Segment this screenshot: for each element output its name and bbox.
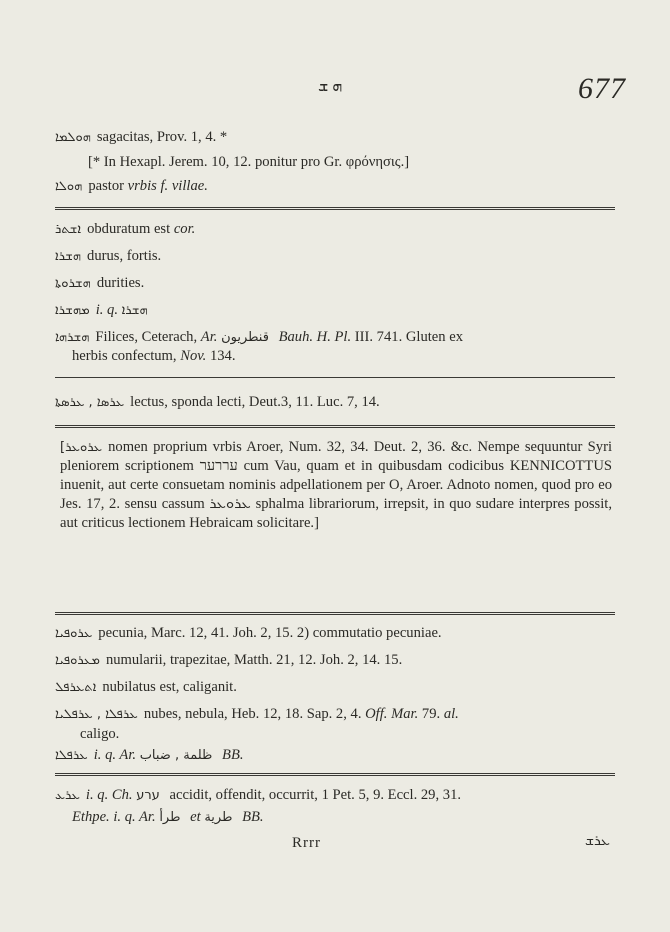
entry-text: nomen proprium vrbis Aroer, Num. 32, 34. Deut. 2, 36. &c. Nempe sequuntur Syri pleniorem scriptionem עררער cum Vau, quam et in quibusdam codicibus KENNICOTTUS inuenit, aut certe consuetam nominis adpellationem per O, Aroer. Adnoto nomen, quod pro eo Jes. 17, 2. sensu cassum ܥܪܘܥܪ sphalma librariorum, irrepsit, in quo sudare interpres possit, aut criticus lectionem Hebraicam solicitare.] <box>60 439 612 531</box>
running-head-syriac: ܗ ܫ <box>318 78 343 95</box>
entry-durus <box>55 247 615 266</box>
section-rule <box>55 425 615 428</box>
entry-italic: BB. <box>222 747 244 763</box>
entry-italic: al. <box>443 706 459 722</box>
entry-aroer <box>60 438 612 533</box>
entry-text: pecunia, Marc. 12, 41. Joh. 2, 15. 2) commutatio pecuniae. <box>98 625 442 641</box>
section-rule <box>55 773 615 776</box>
section-rule <box>55 207 615 210</box>
arabic-word: ظلمة , ضباب <box>139 748 213 763</box>
entry-pecunia <box>55 624 615 643</box>
entry-italic: i. q. Ar. <box>93 747 137 763</box>
entry-italic: i. q. <box>95 302 118 318</box>
entry-obduratum <box>55 220 615 239</box>
syriac-word: ܥܪܦܠܐ , ܥܪܦܠܝܐ <box>55 707 138 722</box>
entry-text: sagacitas, Prov. 1, 4. * <box>96 129 228 145</box>
entry-text: nubes, nebula, Heb. 12, 18. Sap. 2, 4. <box>143 706 362 722</box>
entry-italic: Ar. <box>200 329 218 345</box>
entry-nubilatus <box>55 678 615 697</box>
page-number: 677 <box>578 72 626 105</box>
catchword: ܥܪܫ <box>585 833 611 849</box>
entry-pastor <box>55 177 615 196</box>
entry-text: nubilatus est, caliganit. <box>102 679 237 695</box>
entry-text: lectus, sponda lecti, Deut.3, 11. Luc. 7, 14. <box>130 394 380 410</box>
syriac-word: [ܥܪܘܥܪ <box>60 440 103 455</box>
entry-text: durus, fortis. <box>87 248 162 264</box>
entry-text: numularii, trapezitae, Matth. 21, 12. Joh. 2, 14. 15. <box>105 652 403 668</box>
entry-hexapl-note <box>88 153 648 172</box>
entry-italic: vrbis f. villae. <box>127 178 208 194</box>
syriac-word: ܥܪܥ <box>55 788 80 803</box>
entry-filices-cont <box>72 347 632 366</box>
entry-iq <box>55 301 615 320</box>
syriac-word: ܥܪܣܐ , ܥܪܣܬܐ <box>55 395 125 410</box>
syriac-word: ܡܥܪܘܦܝܐ <box>55 653 100 668</box>
entry-nubes <box>55 705 615 724</box>
entry-lectus <box>55 393 615 412</box>
syriac-word: ܗܫܪܗܐ <box>55 330 90 345</box>
entry-italic: cor. <box>173 221 196 237</box>
entry-italic: Ethpe. i. q. Ar. <box>72 809 156 825</box>
entry-italic: Nov. <box>180 348 207 364</box>
arabic-word: قنطريون <box>221 330 269 345</box>
arabic-word: طرية <box>204 810 233 825</box>
entry-text: caligo. <box>80 726 120 742</box>
entry-text: 134. <box>209 348 236 364</box>
entry-arabic-iq <box>55 746 615 765</box>
entry-text: durities. <box>96 275 145 291</box>
entry-italic: BB. <box>242 809 264 825</box>
entry-italic: Bauh. H. Pl. <box>278 329 352 345</box>
entry-text: III. 741. Gluten ex <box>354 329 464 345</box>
syriac-word: ܥܪܦܠܐ <box>55 748 88 763</box>
hebrew-word: ערע <box>136 788 160 803</box>
entry-text: pastor <box>88 178 124 194</box>
entry-numularii <box>55 651 615 670</box>
syriac-word: ܗܘܠܐ <box>55 179 83 194</box>
syriac-word: ܐܫܬܪ <box>55 222 82 237</box>
entry-nubes-cont <box>80 725 640 744</box>
entry-sagacitas <box>55 128 615 147</box>
entry-text: accidit, offendit, occurrit, 1 Pet. 5, 9. Eccl. 29, 31. <box>169 787 462 803</box>
entry-accidit <box>55 786 615 805</box>
arabic-word: طرأ <box>159 810 181 825</box>
entry-italic: et <box>190 809 201 825</box>
entry-text: 79. <box>421 706 441 722</box>
entry-text: herbis confectum, <box>72 348 177 364</box>
entry-text: obduratum est <box>87 221 171 237</box>
entry-filices <box>55 328 615 347</box>
syriac-word: ܗܘܠܡܐ <box>55 130 91 145</box>
entry-ethpe <box>72 808 632 827</box>
syriac-word: ܐܬܥܪܦܠ <box>55 680 97 695</box>
entry-italic: i. q. Ch. <box>85 787 133 803</box>
signature-mark: Rrrr <box>292 835 321 851</box>
syriac-word: ܗܫܪܐ <box>121 303 148 318</box>
syriac-word: ܗܫܪܐ <box>55 249 82 264</box>
syriac-word: ܡܗܫܪܐ <box>55 303 90 318</box>
entry-italic: Off. Mar. <box>365 706 419 722</box>
syriac-word: ܥܪܘܦܝܐ <box>55 626 93 641</box>
section-rule <box>55 612 615 615</box>
syriac-word: ܗܫܪܘܬܐ <box>55 276 91 291</box>
entry-text: [* In Hexapl. Jerem. 10, 12. ponitur pro Gr. φρόνησις.] <box>88 154 410 170</box>
entry-durities <box>55 274 615 293</box>
entry-text: Filices, Ceterach, <box>95 329 198 345</box>
section-rule <box>55 377 615 378</box>
